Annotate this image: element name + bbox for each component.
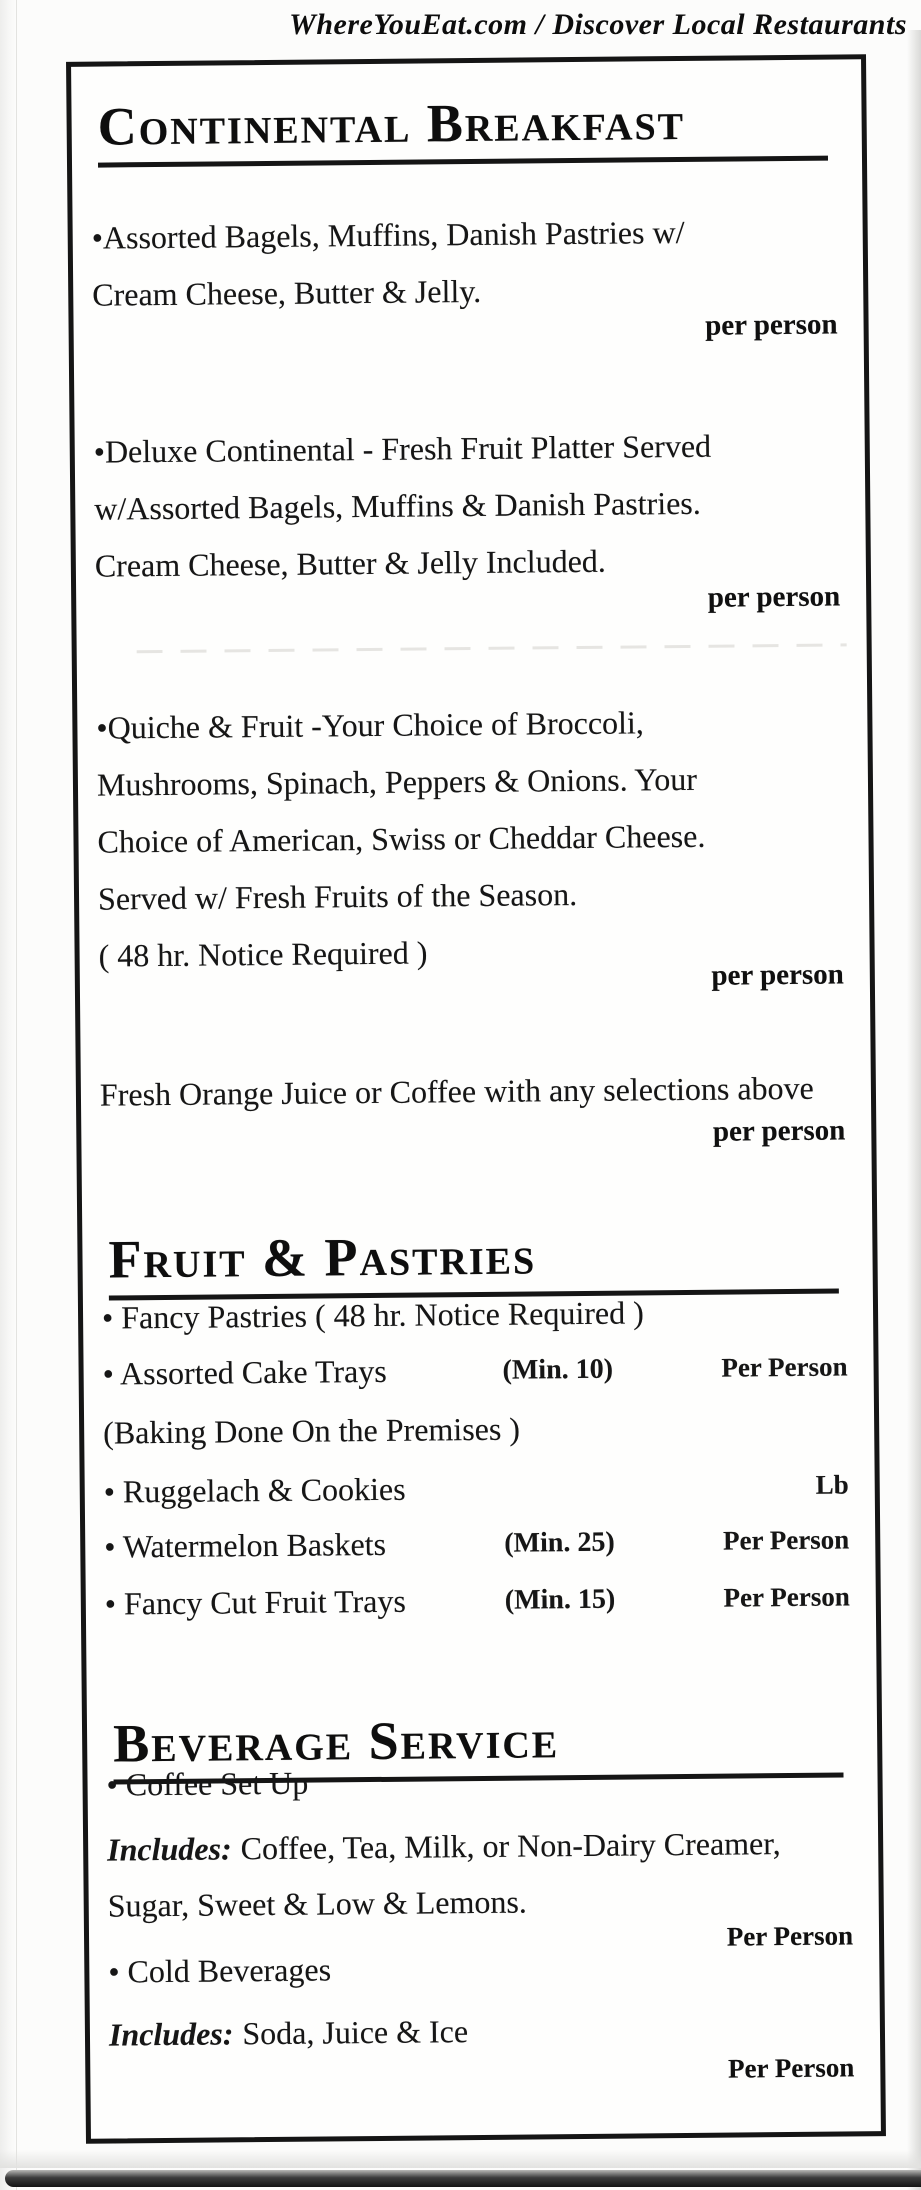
site-header-brand: WhereYouEat.com / Discover Local Restaurants xyxy=(289,8,907,41)
row-unit-label: Per Person xyxy=(723,1581,850,1613)
section-title-fruit-and-pastries: Fruit & Pastries xyxy=(108,1223,839,1301)
price-label: per person xyxy=(705,308,838,342)
menu-row-fancy-cut-fruit-trays xyxy=(105,1578,850,1625)
row-name: (Baking Done On the Premises ) xyxy=(103,1410,521,1451)
menu-item-assorted-bagels xyxy=(91,202,862,323)
menu-row-watermelon-baskets xyxy=(104,1521,849,1568)
price-label: per person xyxy=(712,1114,846,1148)
row-min-label: (Min. 25) xyxy=(504,1526,615,1559)
includes-label: Includes: xyxy=(108,2015,234,2053)
menu-row-fancy-pastries xyxy=(102,1292,847,1339)
row-name: • Watermelon Baskets xyxy=(104,1525,387,1565)
section-title-continental-breakfast: Continental Breakfast xyxy=(97,90,828,168)
item-line: •Quiche & Fruit -Your Choice of Broccoli, xyxy=(96,704,645,746)
scan-bottom-band xyxy=(5,2170,921,2187)
price-label: per person xyxy=(711,958,844,992)
entry-name-coffee-set-up: • Coffee Set Up xyxy=(106,1764,309,1803)
item-line: Cream Cheese, Butter & Jelly Included. xyxy=(94,542,606,584)
row-name: • Ruggelach & Cookies xyxy=(103,1470,406,1510)
item-line: Mushrooms, Spinach, Peppers & Onions. Your xyxy=(96,760,698,803)
scan-edge-right xyxy=(907,30,921,2190)
item-line: Served w/ Fresh Fruits of the Season. xyxy=(97,876,578,917)
menu-row-baking-note xyxy=(103,1407,848,1454)
price-label: Per Person xyxy=(727,2052,855,2084)
includes-text: Soda, Juice & Ice xyxy=(242,2013,469,2052)
row-name: • Fancy Cut Fruit Trays xyxy=(104,1582,407,1622)
item-line: Choice of American, Swiss or Cheddar Cheese. xyxy=(97,817,706,860)
row-name: • Fancy Pastries ( 48 hr. Notice Required ) xyxy=(101,1294,644,1336)
item-line: Cream Cheese, Butter & Jelly. xyxy=(92,272,482,313)
row-min-label: (Min. 10) xyxy=(502,1353,614,1386)
price-label: Per Person xyxy=(726,1920,854,1952)
item-line: •Assorted Bagels, Muffins, Danish Pastries w/ xyxy=(91,213,685,256)
item-line: ( 48 hr. Notice Required ) xyxy=(98,934,428,974)
scan-edge-left xyxy=(0,0,17,2190)
item-line: Fresh Orange Juice or Coffee with any selections above xyxy=(99,1069,814,1113)
menu-row-ruggelach-cookies xyxy=(104,1466,849,1513)
row-name: • Assorted Cake Trays xyxy=(102,1352,387,1392)
item-line: w/Assorted Bagels, Muffins & Danish Pastries. xyxy=(94,484,701,527)
row-unit-label: Per Person xyxy=(722,1524,850,1556)
scan-smudge xyxy=(0,2150,921,2168)
includes-label: Includes: xyxy=(107,1830,232,1868)
row-min-label: (Min. 15) xyxy=(504,1583,616,1616)
price-label: per person xyxy=(707,580,841,614)
menu-item-quiche-and-fruit xyxy=(96,692,869,984)
menu-row-assorted-cake-trays xyxy=(102,1348,847,1395)
entry-includes xyxy=(107,1815,843,1934)
includes-text: Coffee, Tea, Milk, or Non-Dairy Creamer, Sugar, Sweet & Low & Lemons. xyxy=(107,1825,781,1924)
row-unit-label: Lb xyxy=(815,1469,849,1500)
menu-page-frame xyxy=(66,54,886,2144)
entry-name-cold-beverages: • Cold Beverages xyxy=(108,1951,332,1990)
row-unit-label: Per Person xyxy=(721,1351,848,1383)
item-line: •Deluxe Continental - Fresh Fruit Platter Served xyxy=(93,427,712,470)
menu-item-deluxe-continental xyxy=(93,416,865,594)
section-title-beverage-service: Beverage Service xyxy=(113,1707,844,1785)
menu-item-juice-or-coffee xyxy=(100,1059,871,1123)
scan-crease xyxy=(137,643,847,653)
